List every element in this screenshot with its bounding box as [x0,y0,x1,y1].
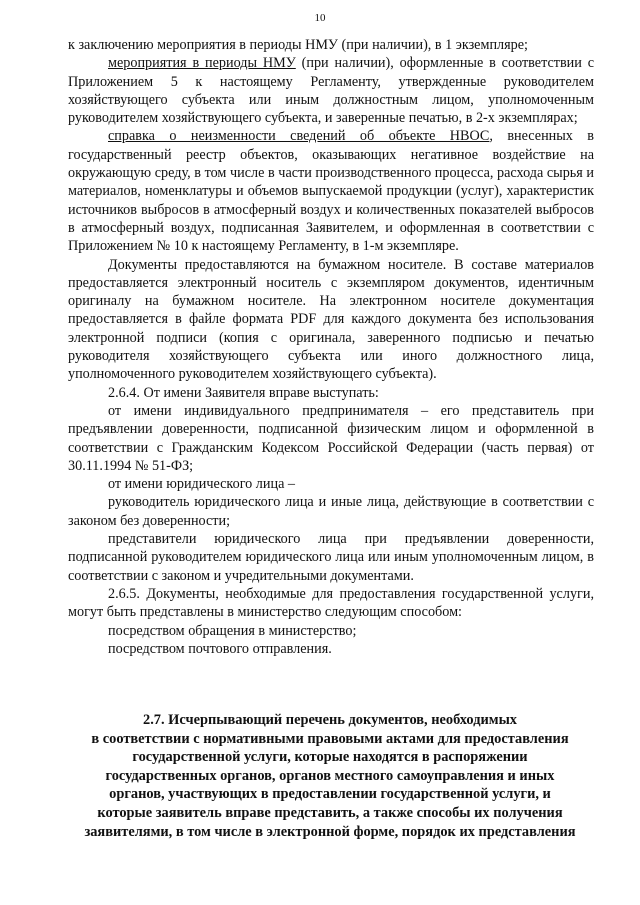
paragraph-2-6-4: 2.6.4. От имени Заявителя вправе выступать: [108,384,379,401]
document-body [68,36,594,658]
nmu-measures-text: (при наличии), оформленные в соответствии с Приложением 5 к настоящему Регламенту, утвержденные руководителем хозяйствующего субъекта или иным должностным лицом, уполномоченным руководителем хозяйствующего субъекта, и заверенные печатью, в 2-х экземплярах; [68,55,594,127]
paragraph-ministry-visit: посредством обращения в министерство; [108,622,357,639]
heading-line: в соответствии с нормативными правовыми актами для предоставления [91,730,569,747]
nvos-certificate-link[interactable]: справка о неизменности сведений об объекте НВОС [108,128,490,145]
paragraph-entity-head: руководитель юридического лица и иные лица, действующие в соответствии с законом без доверенности; [68,494,594,529]
heading-line: государственной услуги, которые находятся в распоряжении [132,749,528,766]
paragraph-nmu-measures [68,54,594,127]
paragraph-individual-entrepreneur: от имени индивидуального предпринимателя – его представитель при предъявлении доверенности, подписанной физическим лицом и оформленной в соответствии с Гражданским Кодексом Российской Федерации (часть первая) от 30.11.1994 № 51-ФЗ; [68,402,594,474]
section-heading-2-7 [60,711,600,841]
paragraph-conclusion-copy: к заключению мероприятия в периоды НМУ (при наличии), в 1 экземпляре; [68,37,528,53]
paragraph-postal: посредством почтового отправления. [108,640,332,657]
nmu-measures-link[interactable]: мероприятия в периоды НМУ [108,55,296,72]
paragraph-2-6-5: 2.6.5. Документы, необходимые для предоставления государственной услуги, могут быть представлены в министерство следующим способом: [68,585,594,621]
page-number: 10 [314,12,326,24]
heading-line: органов, участвующих в предоставлении государственной услуги, и [109,786,551,803]
heading-line: которые заявитель вправе представить, а также способы их получения [97,804,563,821]
paragraph-legal-entity: от имени юридического лица – [108,476,296,493]
paragraph-nvos-certificate [68,127,594,255]
paragraph-paper-documents: Документы предоставляются на бумажном носителе. В составе материалов предоставляется электронный носитель с экземпляром документов, идентичным оригиналу на бумажном носителе. На электронном носителе документация предоставляется в файле формата PDF для каждого документа без использования электронной подписи (копия с оригинала, заверенного подписью и печатью руководителя хозяйствующего субъекта или иного должностного лица, уполномоченного руководителем хозяйствующего субъекта). [68,256,594,383]
heading-line: 2.7. Исчерпывающий перечень документов, необходимых [143,712,517,728]
heading-line: заявителями, в том числе в электронной форме, порядок их представления [84,823,576,840]
paragraph-entity-representatives: представители юридического лица при предъявлении доверенности, подписанной руководителем юридического лица или иным уполномоченным лицом, в соответствии с законом и учредительными документами. [68,531,594,584]
heading-line: государственных органов, органов местного самоуправления и иных [105,767,555,784]
nvos-certificate-text: , внесенных в государственный реестр объектов, оказывающих негативное воздействие на окружающую среду, в том числе в части производственного процесса, расхода сырья и материалов, номенклатуры и объемов выпускаемой продукции (услуг), характеристик источников выбросов в атмосферный воздух и количественных показателей выбросов в атмосферный воздух, подписанная Заявителем, и оформленная в соответствии с Приложением № 10 к настоящему Регламенту, в 1-м экземпляре. [68,128,594,255]
